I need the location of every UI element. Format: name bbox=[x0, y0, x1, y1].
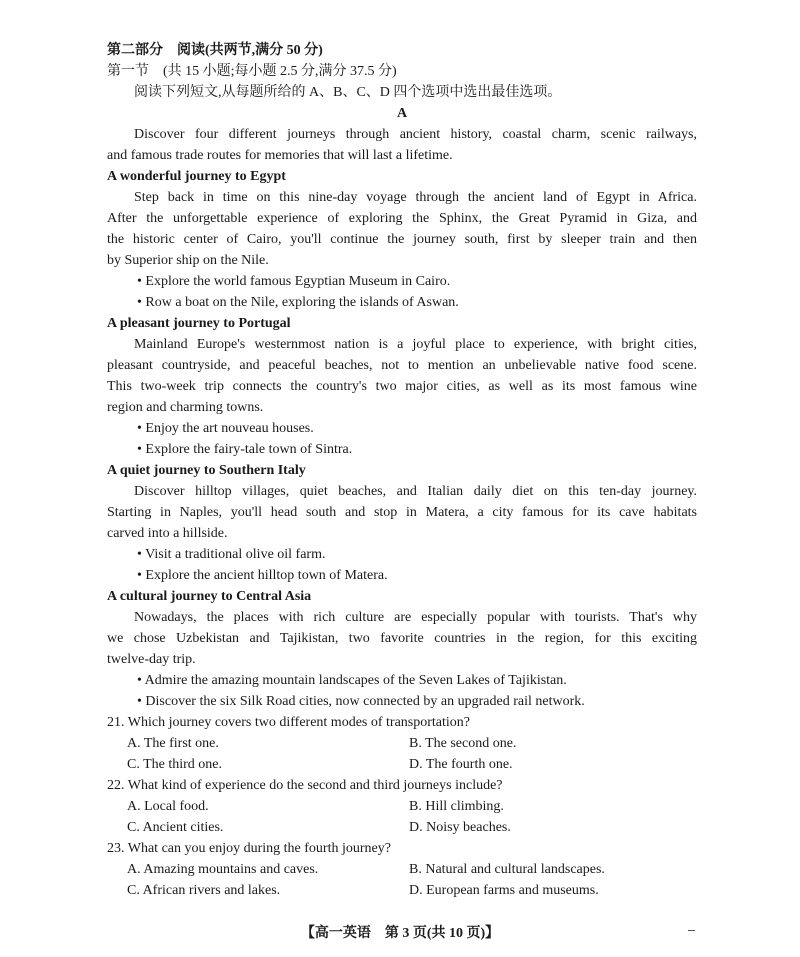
option-b: B. Hill climbing. bbox=[409, 799, 504, 814]
option-d: D. Noisy beaches. bbox=[409, 820, 511, 835]
bullet-item: • Enjoy the art nouveau houses. bbox=[137, 421, 314, 436]
option-d: D. European farms and museums. bbox=[409, 883, 599, 898]
paragraph-line: After the unforgettable experience of exploring the Sphinx, the Great Pyramid in Giza, and bbox=[107, 211, 697, 226]
intro-line: Discover four different journeys through ancient history, coastal charm, scenic railways, bbox=[134, 127, 697, 142]
paragraph-line: This two-week trip connects the country's two major cities, as well as its most famous wine bbox=[107, 379, 697, 394]
paragraph-line: Mainland Europe's westernmost nation is a joyful place to experience, with bright cities, bbox=[134, 337, 697, 352]
paragraph-line: Starting in Naples, you'll head south and stop in Matera, a city famous for its cave habitats bbox=[107, 505, 697, 520]
paragraph-line: pleasant countryside, and peaceful beaches, not to mention an unbelievable native food scene. bbox=[107, 358, 697, 373]
paragraph-line: we chose Uzbekistan and Tajikistan, two favorite countries in the region, for this exciting bbox=[107, 631, 697, 646]
page-footer: 【高一英语 第 3 页(共 10 页)】 bbox=[300, 926, 500, 941]
option-a: A. Amazing mountains and caves. bbox=[127, 862, 319, 877]
bullet-item: • Discover the six Silk Road cities, now connected by an upgraded rail network. bbox=[137, 694, 585, 709]
option-b: B. The second one. bbox=[409, 736, 517, 751]
passage-label: A bbox=[396, 106, 408, 121]
bullet-item: • Visit a traditional olive oil farm. bbox=[137, 547, 326, 562]
paragraph-line: Nowadays, the places with rich culture are especially popular with tourists. That's why bbox=[134, 610, 697, 625]
option-a: A. Local food. bbox=[127, 799, 209, 814]
option-row bbox=[107, 859, 697, 880]
journey-title-central-asia: A cultural journey to Central Asia bbox=[107, 589, 312, 604]
option-b: B. Natural and cultural landscapes. bbox=[409, 862, 605, 877]
journey-title-italy: A quiet journey to Southern Italy bbox=[107, 463, 306, 478]
journey-title-egypt: A wonderful journey to Egypt bbox=[107, 169, 286, 184]
bullet-item: • Explore the fairy-tale town of Sintra. bbox=[137, 442, 353, 457]
exam-page bbox=[107, 40, 697, 901]
question-stem-23: 23. What can you enjoy during the fourth journey? bbox=[107, 841, 391, 856]
option-row bbox=[107, 754, 697, 775]
paragraph-line: the historic center of Cairo, you'll continue the journey south, first by sleeper train and then bbox=[107, 232, 697, 247]
option-d: D. The fourth one. bbox=[409, 757, 513, 772]
option-row bbox=[107, 733, 697, 754]
option-row bbox=[107, 817, 697, 838]
paragraph-line: twelve-day trip. bbox=[107, 652, 196, 667]
paragraph-line: Discover hilltop villages, quiet beaches, and Italian daily diet on this ten-day journey. bbox=[134, 484, 697, 499]
intro-line: and famous trade routes for memories that will last a lifetime. bbox=[107, 148, 453, 163]
part-heading: 第二部分 阅读(共两节,满分 50 分) bbox=[107, 43, 323, 58]
paragraph-line: region and charming towns. bbox=[107, 400, 264, 415]
section-heading: 第一节 (共 15 小题;每小题 2.5 分,满分 37.5 分) bbox=[107, 64, 397, 79]
question-stem-21: 21. Which journey covers two different modes of transportation? bbox=[107, 715, 470, 730]
bullet-item: • Explore the ancient hilltop town of Matera. bbox=[137, 568, 388, 583]
bullet-item: • Row a boat on the Nile, exploring the islands of Aswan. bbox=[137, 295, 459, 310]
paragraph-line: Step back in time on this nine-day voyage through the ancient land of Egypt in Africa. bbox=[134, 190, 697, 205]
option-a: A. The first one. bbox=[127, 736, 219, 751]
option-row bbox=[107, 796, 697, 817]
bullet-item: • Admire the amazing mountain landscapes of the Seven Lakes of Tajikistan. bbox=[137, 673, 567, 688]
option-row bbox=[107, 880, 697, 901]
option-c: C. Ancient cities. bbox=[127, 820, 224, 835]
question-stem-22: 22. What kind of experience do the second and third journeys include? bbox=[107, 778, 503, 793]
option-c: C. African rivers and lakes. bbox=[127, 883, 281, 898]
bullet-item: • Explore the world famous Egyptian Museum in Cairo. bbox=[137, 274, 451, 289]
paragraph-line: carved into a hillside. bbox=[107, 526, 228, 541]
option-c: C. The third one. bbox=[127, 757, 223, 772]
instruction-text: 阅读下列短文,从每题所给的 A、B、C、D 四个选项中选出最佳选项。 bbox=[134, 85, 562, 100]
footer-dash bbox=[688, 930, 695, 931]
paragraph-line: by Superior ship on the Nile. bbox=[107, 253, 269, 268]
journey-title-portugal: A pleasant journey to Portugal bbox=[107, 316, 291, 331]
